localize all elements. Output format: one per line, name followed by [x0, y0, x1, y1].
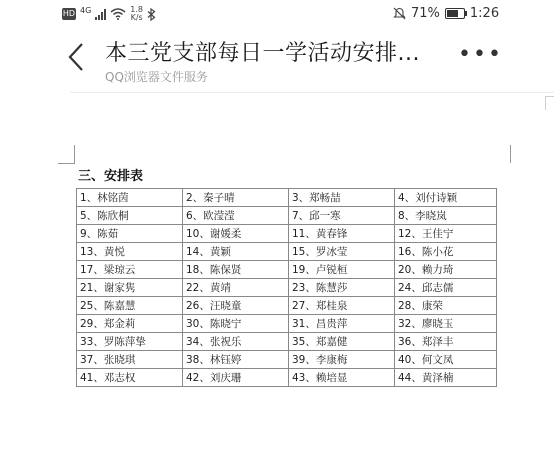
network-type-label: 4G — [80, 6, 92, 15]
table-row — [77, 279, 497, 297]
table-row — [77, 261, 497, 279]
table-cell: 30、陈晓宁 — [183, 315, 289, 333]
mute-icon — [393, 7, 406, 20]
back-arrow-icon[interactable] — [66, 42, 86, 72]
table-cell: 2、秦子晴 — [183, 189, 289, 207]
page-title: 本三党支部每日一学活动安排... — [105, 41, 420, 66]
table-row — [77, 351, 497, 369]
table-cell: 15、罗冰莹 — [289, 243, 395, 261]
table-cell: 44、黄泽楠 — [395, 369, 497, 387]
table-cell: 24、邱志儒 — [395, 279, 497, 297]
app-header — [0, 28, 554, 88]
signal-icon — [95, 8, 106, 20]
bluetooth-icon — [147, 8, 156, 21]
table-cell: 10、谢媛柔 — [183, 225, 289, 243]
table-cell: 27、郑桂泉 — [289, 297, 395, 315]
table-cell: 40、何文凤 — [395, 351, 497, 369]
table-cell: 35、郑嘉健 — [289, 333, 395, 351]
table-cell: 28、康荣 — [395, 297, 497, 315]
page-edge-mark-top — [545, 96, 554, 97]
table-cell: 42、刘庆珊 — [183, 369, 289, 387]
table-cell: 19、卢锐桓 — [289, 261, 395, 279]
table-cell: 33、罗陈萍挚 — [77, 333, 183, 351]
battery-percent: 71% — [411, 6, 440, 21]
table-cell: 9、陈茹 — [77, 225, 183, 243]
table-cell: 20、赖力琦 — [395, 261, 497, 279]
table-cell: 13、黄悦 — [77, 243, 183, 261]
table-cell: 36、郑泽丰 — [395, 333, 497, 351]
table-row — [77, 369, 497, 387]
table-row — [77, 297, 497, 315]
table-row — [77, 207, 497, 225]
status-right — [393, 6, 499, 21]
clock: 1:26 — [469, 6, 500, 21]
table-cell: 22、黄靖 — [183, 279, 289, 297]
status-left — [62, 6, 156, 22]
table-cell: 8、李晓岚 — [395, 207, 497, 225]
table-cell: 17、梁琼云 — [77, 261, 183, 279]
table-cell: 18、陈保贤 — [183, 261, 289, 279]
schedule-table-body — [77, 189, 497, 387]
status-bar — [0, 0, 554, 28]
table-cell: 3、郑畅喆 — [289, 189, 395, 207]
section-title: 三、安排表 — [78, 169, 144, 184]
table-cell: 25、陈嘉慧 — [77, 297, 183, 315]
network-speed — [130, 6, 143, 22]
battery-icon — [445, 8, 465, 19]
page-corner-right — [510, 145, 511, 163]
header-divider — [70, 92, 554, 93]
table-cell: 38、林钰婷 — [183, 351, 289, 369]
table-cell: 41、邓志权 — [77, 369, 183, 387]
page-edge-mark — [545, 96, 546, 110]
more-options-icon[interactable]: ••• — [458, 42, 503, 67]
table-cell: 12、王佳宁 — [395, 225, 497, 243]
table-cell: 26、汪晓童 — [183, 297, 289, 315]
table-row — [77, 243, 497, 261]
page-corner-left — [58, 145, 75, 164]
table-cell: 5、陈欣桐 — [77, 207, 183, 225]
page-subtitle: QQ浏览器文件服务 — [105, 70, 208, 84]
hd-icon: HD — [62, 9, 76, 18]
table-cell: 14、黄颖 — [183, 243, 289, 261]
table-cell: 21、谢家隽 — [77, 279, 183, 297]
table-row — [77, 189, 497, 207]
schedule-table — [76, 188, 497, 387]
table-cell: 7、邱一寒 — [289, 207, 395, 225]
speed-unit: K/s — [130, 13, 143, 22]
table-row — [77, 225, 497, 243]
table-cell: 16、陈小花 — [395, 243, 497, 261]
table-cell: 1、林铭茵 — [77, 189, 183, 207]
table-cell: 43、赖培显 — [289, 369, 395, 387]
table-cell: 4、刘付诗颖 — [395, 189, 497, 207]
battery-fill — [447, 10, 458, 17]
table-cell: 6、欧滢滢 — [183, 207, 289, 225]
wifi-icon — [110, 8, 126, 20]
table-row — [77, 333, 497, 351]
table-cell: 23、陈慧莎 — [289, 279, 395, 297]
table-cell: 37、张晓琪 — [77, 351, 183, 369]
table-cell: 32、廖晓玉 — [395, 315, 497, 333]
table-cell: 31、昌贵萍 — [289, 315, 395, 333]
table-cell: 39、李康梅 — [289, 351, 395, 369]
speed-value: 1.8 — [130, 5, 144, 14]
table-row — [77, 315, 497, 333]
table-cell: 29、郑金莉 — [77, 315, 183, 333]
table-cell: 11、黄春锋 — [289, 225, 395, 243]
table-cell: 34、张祝乐 — [183, 333, 289, 351]
